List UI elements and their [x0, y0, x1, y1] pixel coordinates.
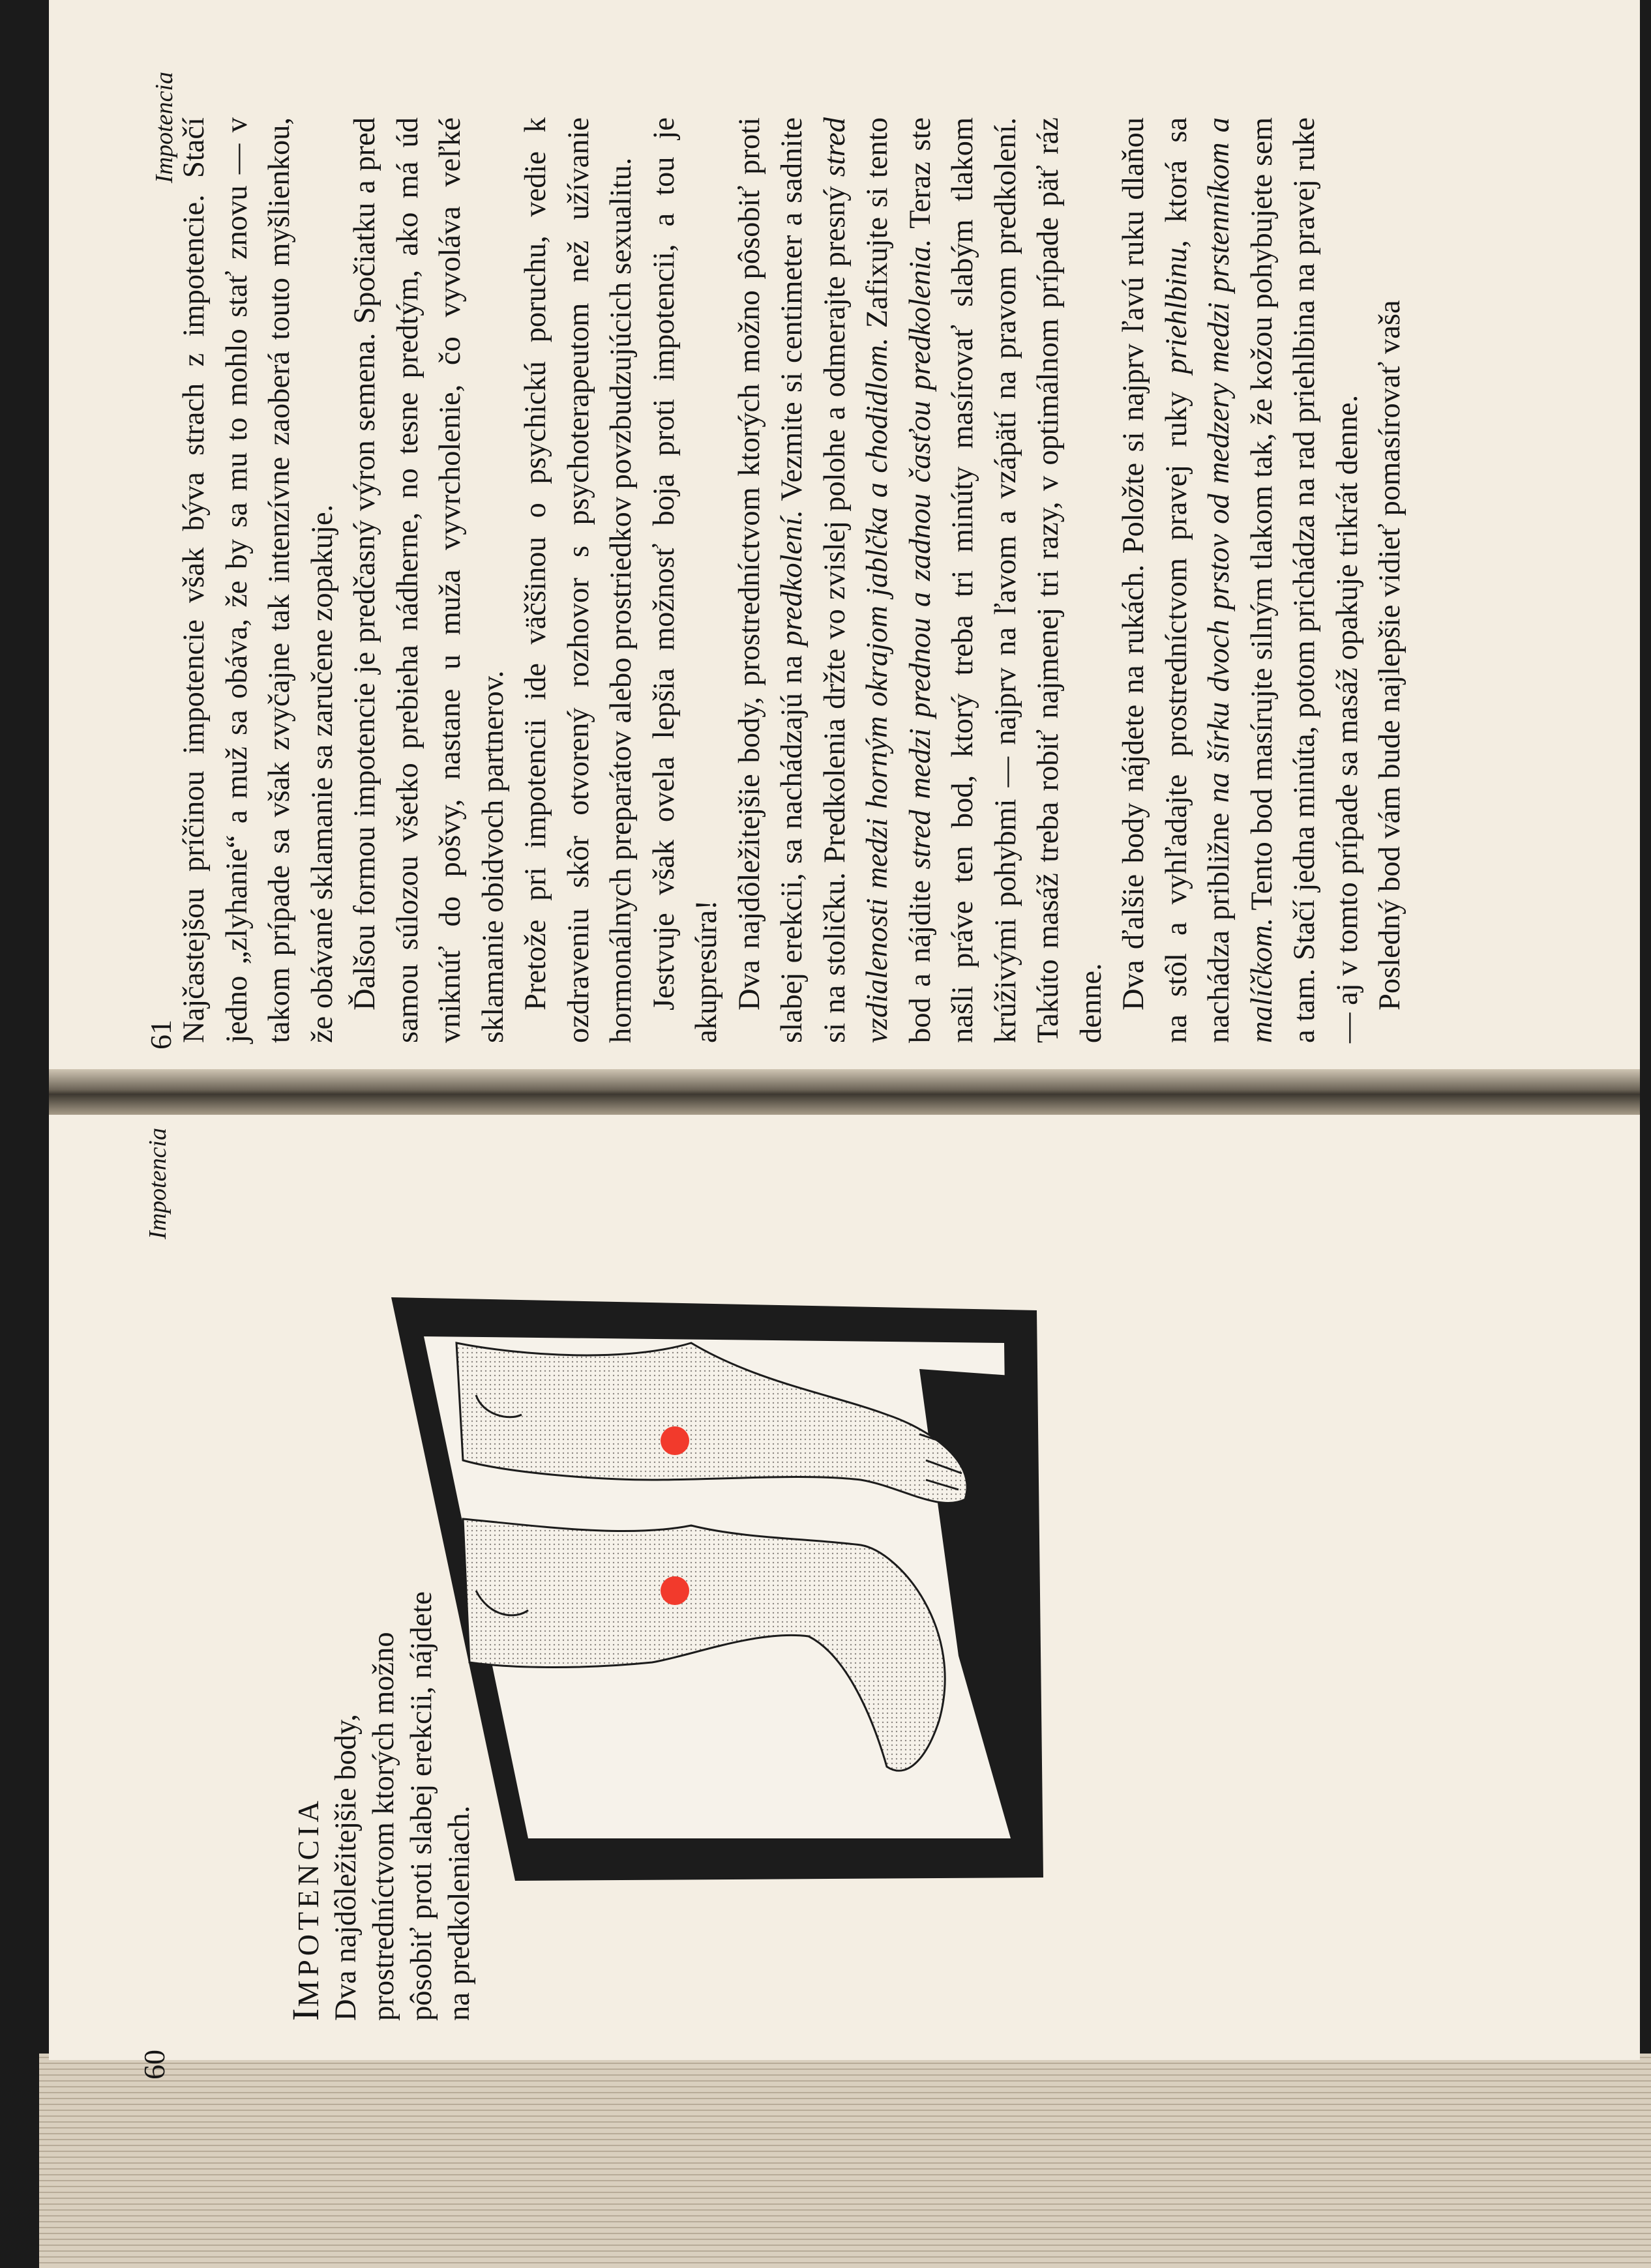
book-gutter: [49, 1069, 1640, 1115]
text-run: Zafixujte si tento bod a nájdite: [861, 117, 937, 1043]
paragraph: [643, 117, 728, 1043]
text-run: Tento bod masírujte silným tlakom tak, že kožou pohybujete sem a tam. Stačí jedna minúta, potom prichádza na rad priehlbina na pravej ruke — aj v tomto prípade sa masáž opakuje trikrát denne.: [1245, 117, 1364, 1043]
running-head: Impotencia: [151, 72, 178, 183]
page-61-body-text: [173, 117, 1464, 1043]
illustration-caption: [284, 1565, 476, 2021]
paragraph: [1369, 117, 1412, 1043]
text-run: Dva ďalšie body nájdete na rukách. Položte si najprv ľavú ruku dlaňou na stôl a vyhľadajte prostredníctvom pravej ruky: [1117, 117, 1193, 1043]
text-run: Pretože pri impotencii ide väčšinou o psychickú poruchu, vedie k ozdraveniu skôr otvorený rozhovor s psychoterapeutom než užívanie hormonálnych preparátov alebo prostriedkov povzbudzujúcich sexualitu.: [519, 117, 638, 1043]
running-head: Impotencia: [144, 1128, 171, 1239]
text-run: Posledný bod vám bude najlepšie vidieť pomasírovať vaša: [1373, 300, 1406, 1010]
text-run: Teraz ste našli práve ten bod, ktorý treba tri minúty masírovať slabým tlakom krúživými pohybmi — najprv na ľavom a vzápätí na pravom predkolení. Takúto masáž treba robiť najmenej tri razy, v optimálnom prípade päť ráz denne.: [903, 117, 1108, 1043]
paragraph: [514, 117, 643, 1043]
italic-run: predkolení.: [775, 510, 809, 646]
acupressure-point-lower-leg: [661, 1576, 689, 1605]
text-run: Jestvuje však ovela lepšia možnosť boja proti impotencii, a tou je akupresúra!: [647, 117, 723, 1043]
paragraph: [344, 117, 514, 1043]
italic-run: na šírku dvoch prstov od medzery medzi prstenníkom a malíčkom.: [1202, 117, 1279, 1043]
text-run: Najčastejšou príčinou impotencie však býva strach z impotencie. Stačí jedno „zlyhanie“ a muž sa obáva, že by sa mu to mohlo stať znovu — v takom prípade sa však zvyčajne tak intenzívne zaoberá touto myšlienkou, že obávané sklamanie sa zaručene zopakuje.: [177, 117, 339, 1043]
page-edges: [39, 2054, 1651, 2268]
paragraph: [1112, 117, 1369, 1043]
paragraph: [173, 117, 344, 1043]
page-60-header: [117, 1128, 189, 2080]
text-run: Dva najdôležitejšie body, prostredníctvom ktorých možno pôsobiť proti slabej erekcii, sa nachádzajú na: [732, 117, 809, 1043]
caption-title: IMPOTENCIA: [284, 1797, 327, 2021]
caption-text: Dva najdôležitejšie body, prostredníctvom ktorých možno pôsobiť proti slabej erekcii, nájdete na predkoleniach.: [329, 1591, 476, 2021]
page-number: 61: [144, 1020, 177, 1050]
text-run: ktorá sa nachádza približne: [1159, 117, 1236, 1043]
text-run: Vezmite si centimeter a sadnite si na stoličku. Predkolenia držte vo zvislej polohe a odmerajte presný: [775, 117, 852, 1043]
acupressure-point-upper-leg: [661, 1426, 689, 1455]
italic-run: priehlbinu,: [1159, 240, 1193, 374]
text-run: Ďalšou formou impotencie je predčasný výron semena. Spočiatku a pred samou súlozou všetko prebieha nádherne, no tesne predtým, ako má úd vniknúť do pošvy, nastane u muža vyvrcholenie, čo vyvoláva veľké sklamanie obidvoch partnerov.: [348, 117, 510, 1043]
italic-run: stred medzi prednou a zadnou časťou predkolenia.: [903, 239, 937, 870]
italic-run: stred vzdialenosti medzi horným okrajom jablčka a chodidlom.: [818, 117, 894, 1043]
page-number: 60: [138, 2050, 171, 2080]
paragraph: [728, 117, 1113, 1043]
